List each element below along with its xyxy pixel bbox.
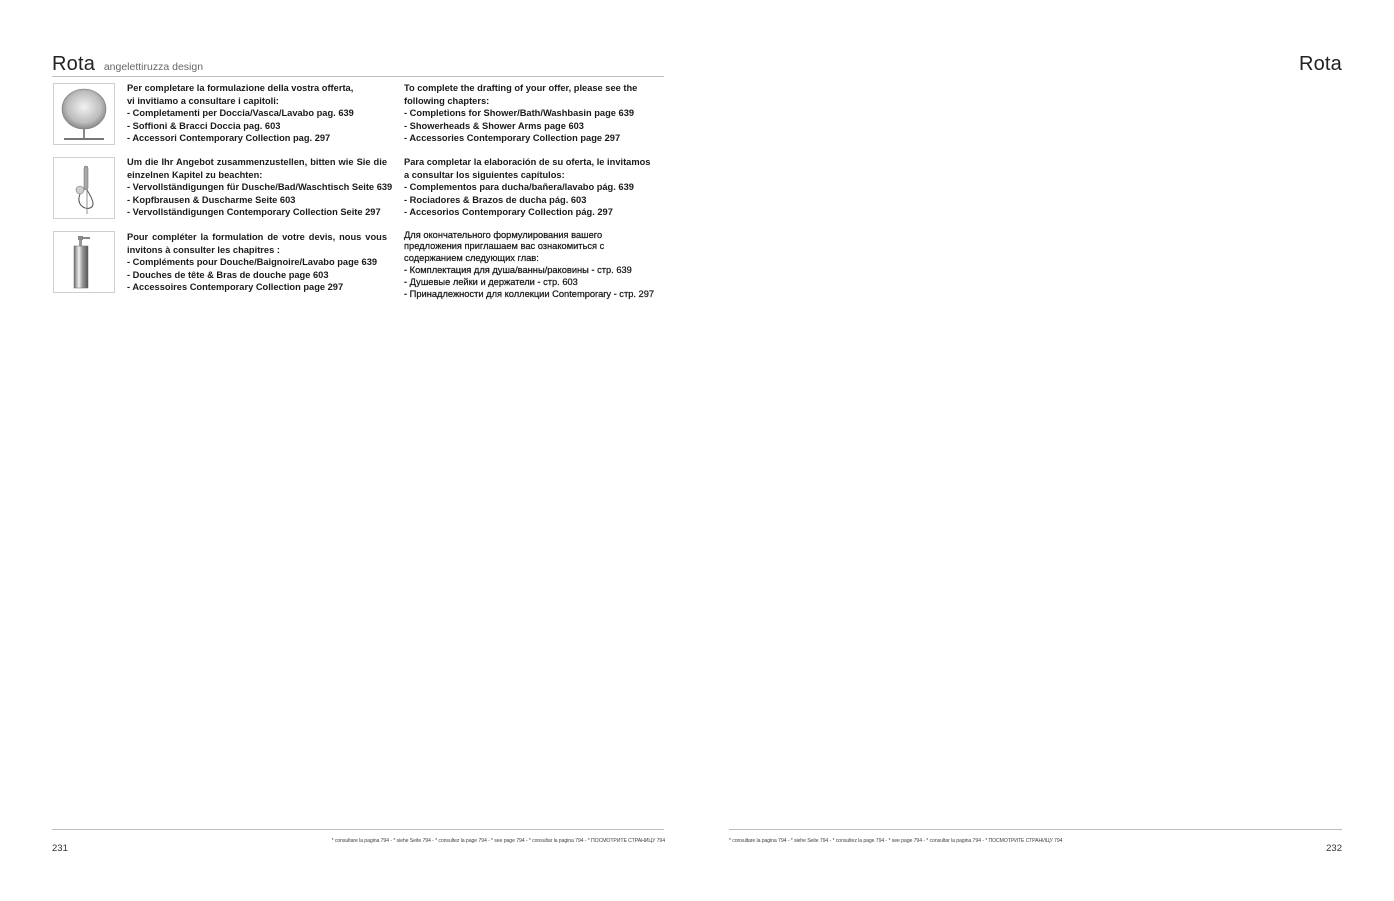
collection-title: Rota bbox=[1298, 53, 1342, 75]
page-number: 232 bbox=[1326, 843, 1342, 854]
collection-title: Rota bbox=[52, 53, 96, 75]
german-chapter-list: Um die Ihr Angebot zusammenzustellen, bitten wie Sie die einzelnen Kapitel zu beachten: - Vervollständigungen für Dusche/Bad/Waschtisch Seite 639 - Kopfbrausen & Duscharme Seite 603 - Vervollständigungen Contemporary Collection Seite 297 bbox=[127, 157, 393, 217]
french-chapter-list: Pour compléter la formulation de votre devis, nous vous invitons à consulter les chapitres : - Compléments pour Douche/Baignoire/Lavabo page 639 - Douches de tête & Bras de douche page 603 - Accessoires Contemporary Collection page 297 bbox=[127, 232, 387, 292]
footnote: * consultare la pagina 794 - * siehe Seite 794 - * consultez la page 794 - * see page 794 - * consultar la pagina 794 - * ПОСМОТРИТЕ СТРАНИЦУ 794 bbox=[729, 838, 1063, 844]
page-header bbox=[52, 53, 203, 76]
right-page bbox=[697, 0, 1394, 901]
soap-dispenser-icon bbox=[53, 231, 115, 293]
hand-shower-icon bbox=[53, 157, 115, 219]
page-header bbox=[1299, 53, 1342, 76]
italian-chapter-list: Per completare la formulazione della vostra offerta, vi invitiamo a consultare i capitoli: - Completamenti per Doccia/Vasca/Lavabo pag. 639 - Soffioni & Bracci Doccia pag. 603 - Accessori Contemporary Collection pag. 297 bbox=[127, 83, 354, 143]
footnote: * consultare la pagina 794 - * siehe Seite 794 - * consultez la page 794 - * see page 794 - * consultar la pagina 794 - * ПОСМОТРИТЕ СТРАНИЦУ 794 bbox=[331, 838, 665, 844]
designer-credit: angelettiruzza design bbox=[103, 61, 204, 73]
showerhead-icon bbox=[53, 83, 115, 145]
spanish-chapter-list: Para completar la elaboración de su oferta, le invitamos a consultar los siguientes capítulos: - Complementos para ducha/bañera/lavabo pág. 639 - Rociadores & Brazos de ducha pág. 603 - Accesorios Contemporary Collection pág. 297 bbox=[404, 157, 651, 217]
english-chapter-list: To complete the drafting of your offer, please see the following chapters: - Completions for Shower/Bath/Washbasin page 639 - Showerheads & Shower Arms page 603 - Accessories Contemporary Collection page 297 bbox=[404, 83, 638, 143]
footer-divider bbox=[729, 829, 1342, 830]
page-number: 231 bbox=[52, 843, 68, 854]
footer-divider bbox=[52, 829, 664, 830]
russian-chapter-list: Для окончательного формулирования вашего предложения приглашаем вас ознакомиться с содержанием следующих глав: - Комплектация для душа/ванны/раковины - стр. 639 - Душевые лейки и держатели - стр. 603 - Принадлежности для коллекции Contemporary - стр. 297 bbox=[404, 230, 655, 300]
header-divider bbox=[52, 76, 664, 77]
